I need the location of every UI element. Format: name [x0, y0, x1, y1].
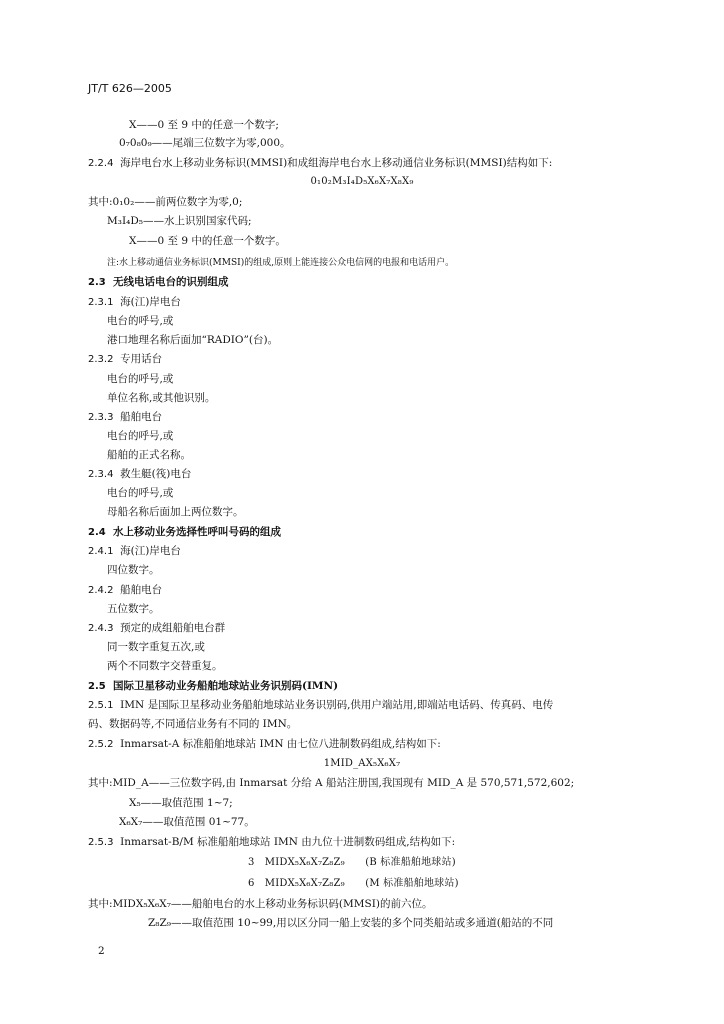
- text-line: 五位数字。: [107, 603, 160, 615]
- text-line: 四位数字。: [107, 564, 160, 576]
- clause-2-5-2: [88, 737, 441, 752]
- clause-number: 2.3.3: [88, 412, 114, 423]
- text-line: X₅——取值范围 1~7;: [129, 797, 233, 809]
- section-2-4: [88, 525, 281, 540]
- clause-2-3-4: [88, 467, 191, 482]
- text-line: M₃I₄D₅——水上识别国家代码;: [107, 215, 252, 227]
- text-line: 船舶的正式名称。: [107, 449, 191, 461]
- clause-text: 预定的成组船舶电台群: [120, 622, 226, 634]
- formula-imn-m: 6 MIDX₅X₆X₇Z₈Z₉ (M 标准船舶地球站): [248, 878, 459, 889]
- clause-number: 2.4.3: [88, 623, 114, 634]
- text-line: Z₈Z₉——取值范围 10~99,用以区分同一船上安装的多个同类船站或多通道(船站的不同: [148, 917, 554, 929]
- clause-text: 海(江)岸电台: [120, 545, 181, 557]
- clause-text: Inmarsat-B/M 标准船舶地球站 IMN 由九位十进制数码组成,结构如下:: [120, 836, 456, 848]
- clause-text: 海(江)岸电台: [120, 296, 181, 308]
- clause-2-3-1: [88, 295, 181, 310]
- section-2-5: [88, 679, 338, 694]
- clause-number: 2.3.2: [88, 354, 114, 365]
- section-title: 国际卫星移动业务船舶地球站业务识别码(IMN): [113, 680, 339, 692]
- document-code-header: JT/T 626—2005: [88, 82, 172, 95]
- clause-2-2-4: [88, 156, 552, 171]
- text-line: 电台的呼号,或: [107, 373, 174, 385]
- clause-2-4-1: [88, 544, 181, 559]
- clause-number: 2.5.1: [88, 700, 114, 711]
- text-line: 电台的呼号,或: [107, 487, 174, 499]
- text-line: 港口地理名称后面加“RADIO”(台)。: [107, 334, 279, 346]
- clause-number: 2.5.2: [88, 739, 114, 750]
- text-line: 两个不同数字交替重复。: [107, 660, 223, 672]
- text-line: X——0 至 9 中的任意一个数字;: [129, 119, 279, 131]
- clause-2-4-2: [88, 583, 162, 598]
- text-line: 其中:MID_A——三位数字码,由 Inmarsat 分给 A 船站注册国,我国现有 MID_A 是 570,571,572,602;: [88, 777, 575, 789]
- text-line: X——0 至 9 中的任意一个数字。: [129, 235, 286, 247]
- text-line: 码、数据码等,不同通信业务有不同的 IMN。: [88, 718, 298, 730]
- text-line: 其中:MIDX₅X₆X₇——船舶电台的水上移动业务标识码(MMSI)的前六位。: [88, 898, 433, 910]
- clause-2-5-1: [88, 698, 553, 713]
- clause-2-4-3: [88, 621, 225, 636]
- text-line: 母船名称后面加上两位数字。: [107, 506, 244, 518]
- clause-number: 2.3.4: [88, 469, 114, 480]
- text-line: 电台的呼号,或: [107, 430, 174, 442]
- clause-2-3-2: [88, 352, 162, 367]
- section-number: 2.4: [88, 527, 106, 538]
- clause-2-5-3: [88, 835, 455, 850]
- text-line: 单位名称,或其他识别。: [107, 392, 216, 404]
- formula-mmsi-coast: 0₁0₂M₃I₄D₅X₆X₇X₈X₉: [310, 176, 414, 187]
- section-title: 无线电话电台的识别组成: [113, 276, 229, 288]
- section-2-3: [88, 275, 229, 290]
- clause-2-3-3: [88, 410, 162, 425]
- clause-number: 2.4.2: [88, 585, 114, 596]
- text-line: 电台的呼号,或: [107, 315, 174, 327]
- clause-text: 船舶电台: [120, 584, 163, 596]
- formula-imn-a: 1MID_AX₅X₆X₇: [323, 758, 401, 769]
- text-line: X₆X₇——取值范围 01~77。: [119, 816, 255, 828]
- section-number: 2.5: [88, 681, 106, 692]
- section-number: 2.3: [88, 277, 106, 288]
- clause-text: 船舶电台: [120, 411, 163, 423]
- clause-number: 2.5.3: [88, 837, 114, 848]
- section-title: 水上移动业务选择性呼叫号码的组成: [113, 526, 282, 538]
- clause-text: Inmarsat-A 标准船舶地球站 IMN 由七位八进制数码组成,结构如下:: [120, 738, 441, 750]
- formula-imn-b: 3 MIDX₅X₆X₇Z₈Z₉ (B 标准船舶地球站): [248, 857, 456, 868]
- clause-number: 2.3.1: [88, 297, 114, 308]
- clause-number: 2.2.4: [88, 158, 114, 169]
- clause-text: IMN 是国际卫星移动业务船舶地球站业务识别码,供用户端站用,即端站电话码、传真码、电传: [120, 699, 554, 711]
- text-line: 0₇0₈0₉——尾端三位数字为零,000。: [119, 137, 291, 149]
- text-line: 其中:0₁0₂——前两位数字为零,0;: [88, 196, 243, 208]
- clause-text: 救生艇(筏)电台: [120, 468, 192, 480]
- note-line: 注:水上移动通信业务标识(MMSI)的组成,原则上能连接公众电信网的电报和电话用户。: [107, 258, 455, 268]
- page-number: 2: [98, 945, 105, 957]
- clause-text: 海岸电台水上移动业务标识(MMSI)和成组海岸电台水上移动通信业务标识(MMSI)结构如下:: [120, 157, 553, 169]
- clause-text: 专用话台: [120, 353, 163, 365]
- text-line: 同一数字重复五次,或: [107, 641, 205, 653]
- clause-number: 2.4.1: [88, 546, 114, 557]
